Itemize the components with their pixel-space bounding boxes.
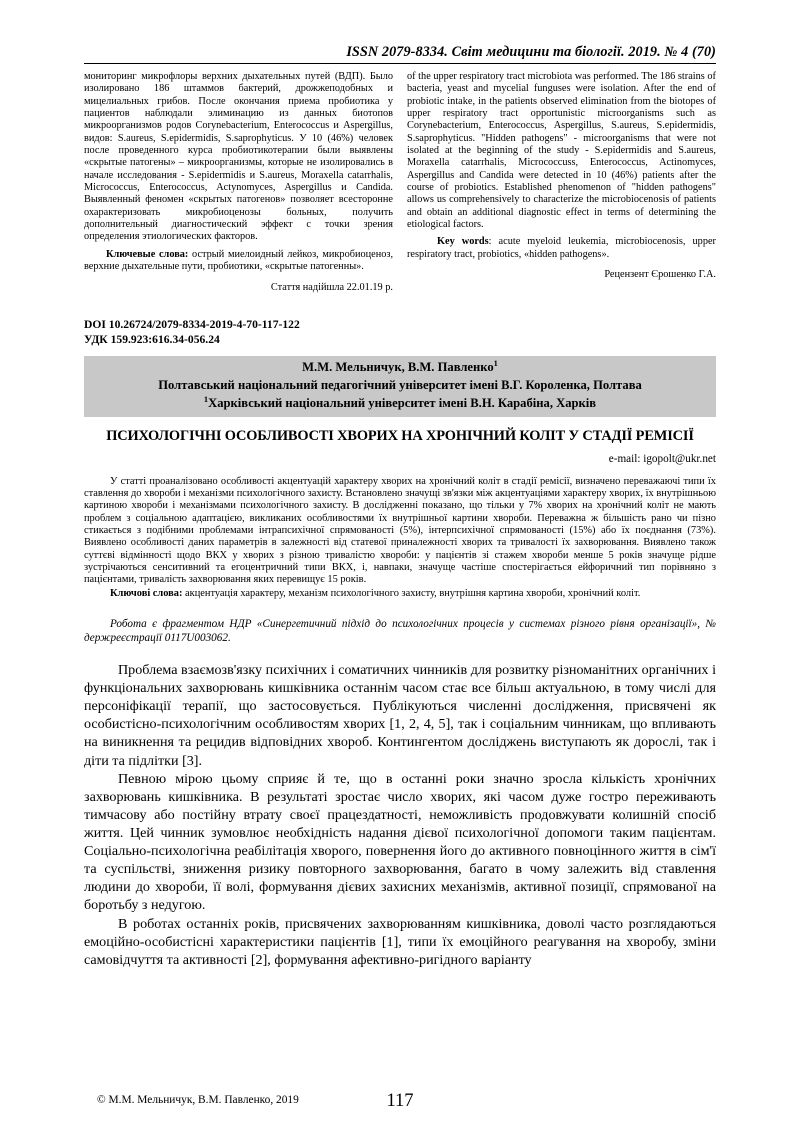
running-head: ISSN 2079-8334. Світ медицини та біології. 2019. № 4 (70) <box>346 44 716 60</box>
article-keywords <box>84 588 716 600</box>
article-keywords-label: Ключові слова: <box>110 587 183 599</box>
page-footer <box>84 1091 716 1121</box>
page-number: 117 <box>386 1091 414 1111</box>
article-body <box>84 661 716 969</box>
abstract-text-ru: мониторинг микрофлоры верхних дыхательных путей (ВДП). Было изолировано 186 штаммов бактерий, дрожжеподобных и мицелиальных грибов. После окончания приема пробиотика у пациентов наблюдали элиминацию из данных биотопов микроорганизмов родов Corynebacterium, Enterococcus и Aspergillus, видов: S.aureus, S.epidermidis, S.saprophyticus. У 10 (46%) человек после проведенного курса пробиотикотерапии были выявлены «скрытые патогены» – микроорганизмы, которые не изолировались в начале исследования - S.epidermidis и S.aureus, Moraxella catarrhalis, Micrococcus, Enterococcus, Actynomyces, Aspergillus и Candida. Выявленный феномен «скрытых патогенов» позволяет всесторонне охарактеризовать микробиоценозы больных, получить дополнительный диагностический эффект с точки зрения определения этиологических факторов. <box>84 71 393 243</box>
keywords-en-label: Key words <box>437 236 489 248</box>
abstract-column-russian <box>84 71 393 294</box>
doi-block <box>84 317 716 347</box>
udk-line: УДК 159.923:616.34-056.24 <box>84 332 220 346</box>
affiliation-line-1: Полтавський національний педагогічний університет імені В.Г. Короленка, Полтава <box>158 377 642 392</box>
contact-email[interactable]: e-mail: igopolt@ukr.net <box>608 452 716 465</box>
header-rule <box>84 63 716 64</box>
doi-line: DOI 10.26724/2079-8334-2019-4-70-117-122 <box>84 317 300 331</box>
article-title: ПСИХОЛОГІЧНІ ОСОБЛИВОСТІ ХВОРИХ НА ХРОНІЧНИЙ КОЛІТ У СТАДІЇ РЕМІСІЇ <box>106 427 694 444</box>
authors-superscript: 1 <box>493 358 498 368</box>
affiliation-line-2 <box>88 395 712 413</box>
keywords-ru-text: острый миелоидный лейкоз, микробиоценоз, верхние дыхательные пути, пробиотики, «скрытые патогенны». <box>84 248 394 273</box>
previous-article-abstract-columns <box>84 71 716 294</box>
abstract-body: У статті проаналізовано особливості акцентуацій характеру хворих на хронічний коліт в стадії ремісії, визначено переважаючі типи їх ставлення до хвороби і механізми психологічного захисту. Встановлено значущі зв'язки між акцентуаціями характеру хворих, їх внутрішньою картиною хвороби і механізмами психологічного захисту. В дослідженні показано, що тільки у 7% хворих на хронічний коліт не мають проблем з соціальною адаптацією, викликаних особливостями їх внутрішньої картини хвороби. Переважна ж більшість рано чи пізно стикається з подібними проблемами інтрапсихічної спрямованості (5%), інтерпсихічної спрямованості (15%) або їх поєднання (73%). Виявлено особливості даних параметрів в залежності від статевої приналежності хворих та тривалості їх захворювання. Виявлено також суттєві відмінності щодо ВКХ у хворих з різною тривалістю хвороби: у пацієнтів зі стажем хвороби менше 5 років значуще рідше зустрічаються сенситивний та егоцентричний типи ВКХ, і, навпаки, значуще частіше спостерігається ейфоричний тип порівняно з пацієнтами, тривалість захворювання яких перевищує 15 років. <box>84 475 716 586</box>
keywords-en <box>407 236 716 261</box>
abstract-text-en: of the upper respiratory tract microbiota was performed. The 186 strains of bacteria, yeast and mycelial funguses were isolation. After the end of probiotic intake, in the patients observed elimination from the biotopes of upper respiratory tract opportunistic microorganisms such as Corynebacterium, Enterococcus, Aspergillus, S.aureus, S.epidermidis, S.saprophyticus. "Hidden pathogens" - microorganisms that were not isolated at the beginning of the study - S.epidermidis and S.aureus, Moraxella catarrhalis, Micrococcuss, Enterococcus, Actinomyces, Aspergillus and Candida were detected in 10 (46%) patients after the course of probiotics. Established phenomenon of "hidden pathogens" allows us comprehensively to characterize the microbiocenosis of patients and obtain an additional diagnostic effect in terms of determining the etiological factors. <box>407 71 716 231</box>
keywords-ru-label: Ключевые слова: <box>106 248 189 260</box>
copyright-line: © М.М. Мельничук, В.М. Павленко, 2019 <box>97 1094 299 1106</box>
body-paragraph: Певною мірою цьому сприяє й те, що в останні роки значно зросла кількість хронічних захворювань кишківника. В результаті зростає число хворих, які часом дуже гостро переживають тимчасову або постійну втрату своєї працездатності, неможливість продовжувати колишній спосіб життя. Цей чинник зумовлює необхідність надання дієвої психологічної допомоги таким пацієнтам. Соціально-психологічна реабілітація хворого, повернення його до активного повноцінного життя в сім'ї та суспільстві, зниження ризику повторного захворювання, багато в чому залежить від ставлення людини до хвороби, її волі, формування дієвих захисних механізмів, активної позиції, спрямованої на боротьбу з недугою. <box>84 770 716 914</box>
page-content <box>84 0 716 969</box>
keywords-en-text: : acute myeloid leukemia, microbiocenosis, upper respiratory tract, probiotics, «hidden pathogens». <box>407 236 716 260</box>
keywords-ru <box>84 249 393 274</box>
received-date: Стаття надійшла 22.01.19 р. <box>270 281 393 293</box>
authors-names: М.М. Мельничук, В.М. Павленко <box>302 359 494 374</box>
authors-line <box>88 359 712 377</box>
reviewer-line: Рецензент Єрошенко Г.А. <box>604 269 716 281</box>
article-keywords-text: акцентуація характеру, механізм психологічного захисту, внутрішня картина хвороби, хронічний коліт. <box>182 587 641 599</box>
affiliation-text-2: Харківський національний університет імені В.Н. Карабіна, Харків <box>208 395 597 410</box>
funding-note: Робота є фрагментом НДР «Синергетичний підхід до психологічних процесів у системах різного рівня організації», № держреєстрації 0117U003062. <box>84 617 716 645</box>
body-paragraph: Проблема взаємозв'язку психічних і соматичних чинників для розвитку різноманітних органічних і функціональних захворювань кишківника останнім часом стає все більш актуальною, в тому числі для персоніфікації терапії, що застосовується. Публікуються численні дослідження, присвячені як особистісно-психологічним особливостям хворих [1, 2, 4, 5], так і соціальним чинникам, що впливають на виникнення та рецидив відповідних хвороб. Контингентом досліджень виступають як дорослі, так і діти та підлітки [3]. <box>84 662 716 769</box>
affiliation-superscript: 1 <box>203 394 209 404</box>
abstract-column-english <box>407 71 716 294</box>
author-banner <box>84 356 716 417</box>
article-abstract <box>84 476 716 600</box>
body-paragraph: В роботах останніх років, присвячених захворюванням кишківника, доволі часто розглядаються емоційно-особистісні характеристики пацієнтів [1], типи їх емоційного реагування на хворобу, зміни самовідчуття та активності [2], формування афективно-ригідного варіанту <box>84 915 716 968</box>
